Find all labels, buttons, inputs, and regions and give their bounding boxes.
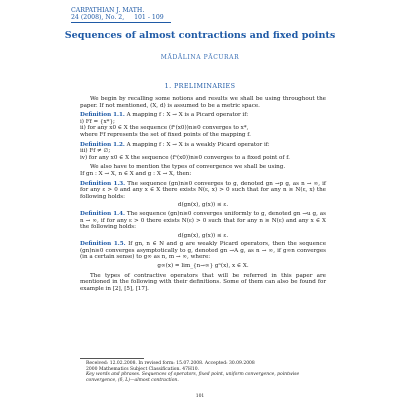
paper-author: MĂDĂLINA PĂCURAR bbox=[160, 54, 240, 61]
definition-label: Definition 1.3. bbox=[80, 180, 126, 187]
footnote-msc: 2000 Mathematics Subject Classification. 47H10. bbox=[86, 366, 200, 372]
definition-text: If gn, n ∈ N and g are weakly Picard operators, then the sequence (gn)n≥0 converges asymptotically to g, denoted gn →A g, as n → ∞, if g∞n converges (in a certain sense) to g∞ as n, m → ∞, where: bbox=[80, 241, 327, 261]
definition-1-2 bbox=[80, 142, 326, 149]
definition-text: A mapping f : X → X is a Picard operator if: bbox=[126, 112, 249, 119]
journal-name: CARPATHIAN J. MATH. bbox=[71, 7, 145, 14]
definition-text: A mapping f : X → X is a weakly Picard operator if: bbox=[126, 141, 270, 148]
definition-1-2-item-iv: iv) for any x0 ∈ X the sequence (fⁿ(x0))n≥0 converges to a fixed point of f. bbox=[80, 154, 290, 161]
definition-label: Definition 1.4. bbox=[80, 210, 125, 217]
footnote-rule bbox=[80, 358, 144, 359]
definition-1-1-where: where Ff represents the set of fixed points of the mapping f. bbox=[80, 131, 251, 138]
recall-paragraph: We also have to mention the types of convergence we shall be using. bbox=[90, 164, 286, 171]
definition-1-4 bbox=[80, 211, 326, 231]
footnotes bbox=[86, 361, 326, 383]
equation: d(gn(x), g(x)) ≤ ε. bbox=[177, 202, 229, 209]
equation: d(gn(x), g(x)) ≤ ε. bbox=[177, 232, 229, 239]
journal-header bbox=[71, 7, 171, 23]
definition-1-1 bbox=[80, 112, 326, 119]
definition-1-2-item-iii: iii) Ff ≠ ∅; bbox=[80, 148, 111, 155]
definition-1-3 bbox=[80, 181, 326, 201]
definition-label: Definition 1.1. bbox=[80, 112, 125, 119]
section-heading: 1. PRELIMINARIES bbox=[164, 82, 236, 90]
definition-label: Definition 1.5. bbox=[80, 241, 126, 248]
definition-text: The sequence (gn)n≥0 converges uniformly to g, denoted gn →u g, as n → ∞, if for any ε > 0 there exists N(ε) > 0 such that for any n ≥ N(ε) and any x ∈ X the following holds: bbox=[80, 210, 327, 231]
journal-issue-line bbox=[71, 14, 171, 22]
section-body bbox=[80, 96, 326, 292]
paper-title: Sequences of almost contractions and fixed points bbox=[64, 30, 336, 41]
journal-pages: 101 - 109 bbox=[134, 14, 164, 22]
footnote-received: Received: 12.02.2008. In revised form: 15.07.2008. Accepted: 30.09.2008 bbox=[86, 361, 255, 366]
closing-paragraph: The types of contractive operators that will be referred in this paper are mentioned in the following with their definitions. Some of them can also be found for example in [2], [5], [17]. bbox=[80, 272, 326, 292]
definition-1-1-item-i: i) Ff = {x*}; bbox=[80, 118, 115, 125]
recall-paragraph-2: If gn : X → X, n ∈ X and g : X → X, then: bbox=[80, 170, 192, 177]
page-number: 101 bbox=[195, 394, 205, 399]
definition-1-5 bbox=[80, 241, 326, 261]
intro-paragraph: We begin by recalling some notions and results we shall be using throughout the paper. If not mentioned, (X, d) is assumed to be a metric space. bbox=[80, 96, 326, 109]
definition-1-1-item-ii: ii) for any x0 ∈ X the sequence (fⁿ(x0))n≥0 converges to x*, bbox=[80, 125, 249, 132]
definition-label: Definition 1.2. bbox=[80, 141, 125, 148]
definition-text: The sequence (gn)n≥0 converges to g, denoted gn →p g, as n → ∞, if for any ε > 0 and any x ∈ X there exists N(ε, x) > 0 such that for any n ≥ N(ε, x) the following holds: bbox=[80, 180, 326, 200]
journal-issue: 24 (2008), No. 2, bbox=[71, 14, 125, 22]
equation: g∞(x) = lim_{n→∞} gⁿ(x), x ∈ X. bbox=[157, 263, 249, 270]
footnote-keywords: Key words and phrases. Sequences of operators, fixed point, uniform convergence, pointwise convergence, (δ, L)—almost contraction. bbox=[86, 372, 300, 383]
